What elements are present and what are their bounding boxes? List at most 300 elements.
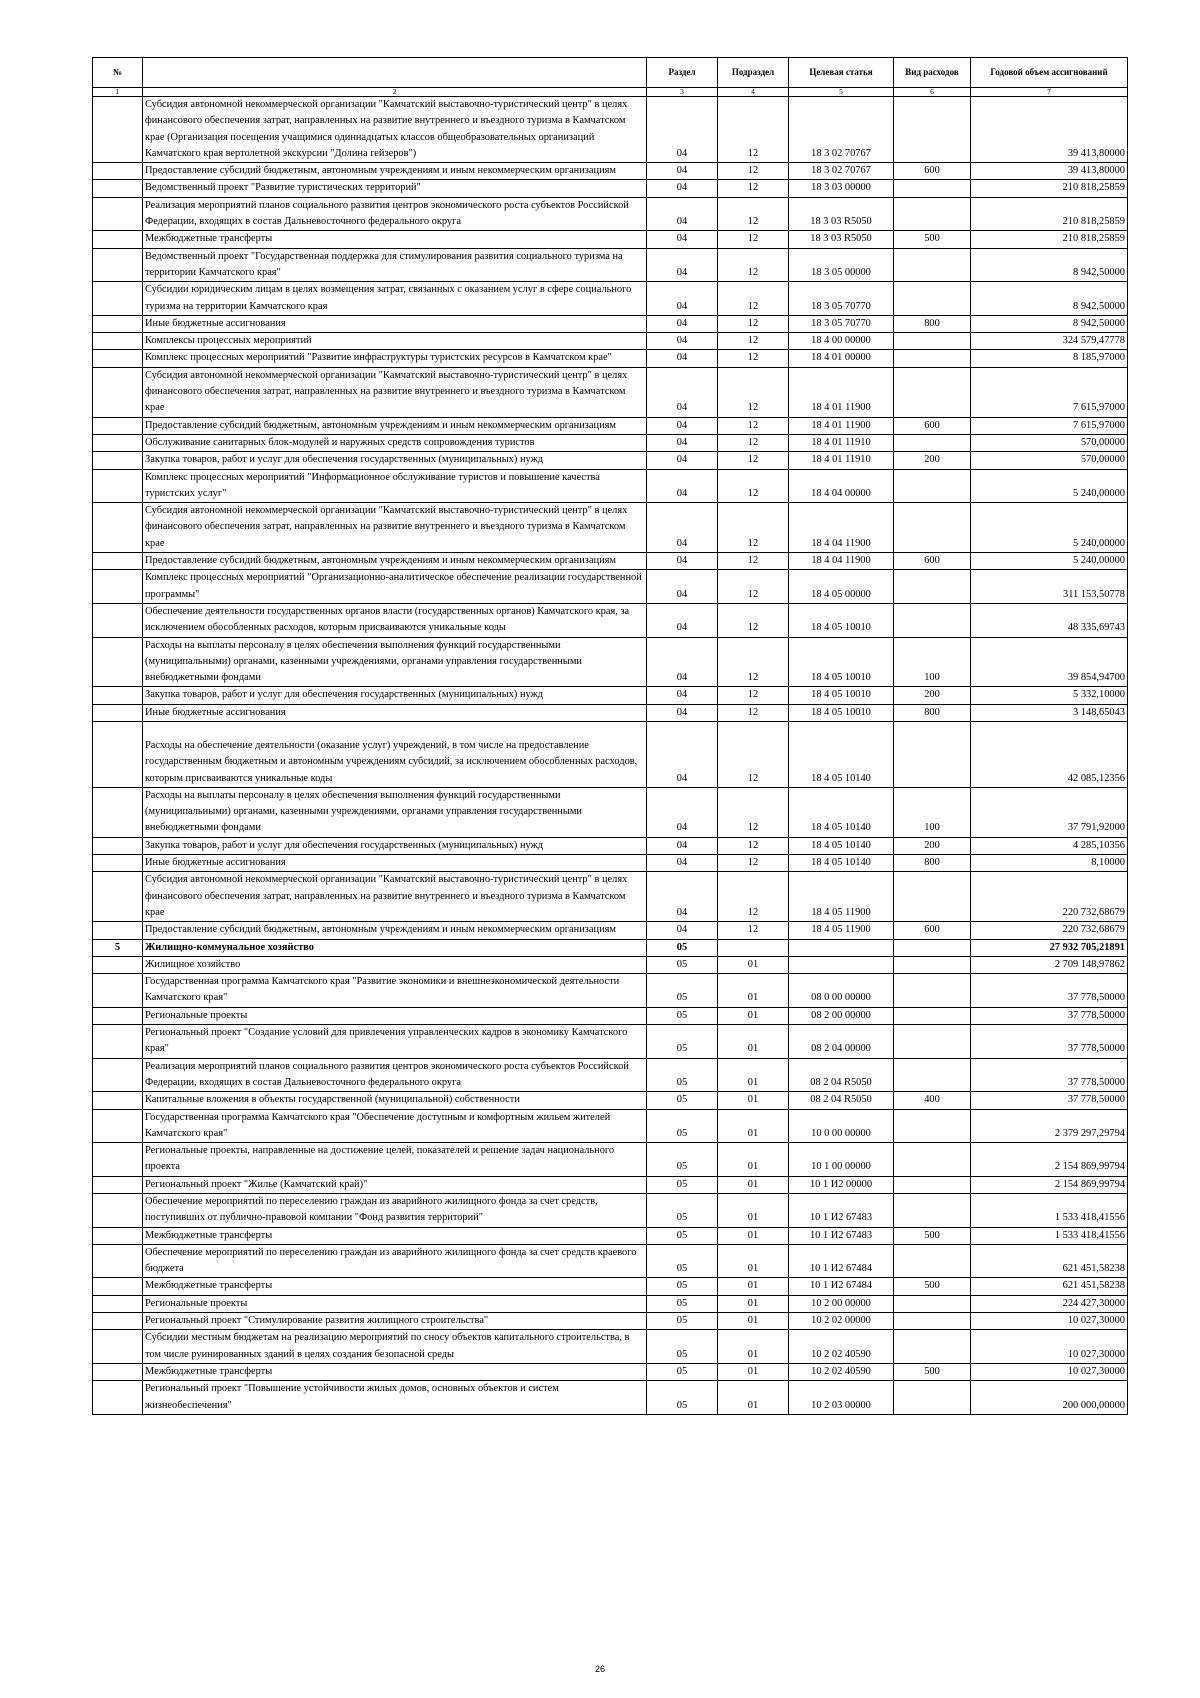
cell-vid xyxy=(894,872,971,922)
cell-podrazdel: 01 xyxy=(718,974,789,1008)
cell-razdel: 05 xyxy=(647,1092,718,1109)
cell-podrazdel: 01 xyxy=(718,1092,789,1109)
table-row xyxy=(93,97,1128,163)
cell-podrazdel: 12 xyxy=(718,837,789,854)
header-name xyxy=(143,58,647,88)
cell-number xyxy=(93,163,143,180)
cell-podrazdel: 01 xyxy=(718,1227,789,1244)
table-row xyxy=(93,1330,1128,1364)
cell-amount: 311 153,50778 xyxy=(971,570,1128,604)
cell-number xyxy=(93,872,143,922)
cell-vid xyxy=(894,1244,971,1278)
cell-statya: 18 4 05 10140 xyxy=(789,721,894,787)
cell-number xyxy=(93,315,143,332)
cell-number xyxy=(93,787,143,837)
cell-amount: 37 778,50000 xyxy=(971,1058,1128,1092)
header-razdel: Раздел xyxy=(647,58,718,88)
cell-razdel: 04 xyxy=(647,248,718,282)
cell-vid xyxy=(894,282,971,316)
cell-vid xyxy=(894,1313,971,1330)
cell-razdel: 04 xyxy=(647,721,718,787)
cell-vid xyxy=(894,503,971,553)
cell-razdel: 05 xyxy=(647,1025,718,1059)
cell-podrazdel: 12 xyxy=(718,282,789,316)
column-number: 2 xyxy=(143,88,647,97)
cell-number xyxy=(93,1092,143,1109)
cell-name: Иные бюджетные ассигнования xyxy=(143,704,647,721)
cell-name: Региональный проект "Повышение устойчивости жилых домов, основных объектов и систем жизнеобеспечения" xyxy=(143,1381,647,1415)
cell-name: Закупка товаров, работ и услуг для обеспечения государственных (муниципальных) нужд xyxy=(143,687,647,704)
cell-razdel: 04 xyxy=(647,434,718,451)
cell-name: Региональный проект "Жилье (Камчатский край)" xyxy=(143,1176,647,1193)
cell-statya: 18 4 05 10010 xyxy=(789,704,894,721)
cell-podrazdel: 12 xyxy=(718,787,789,837)
cell-amount: 2 154 869,99794 xyxy=(971,1143,1128,1177)
cell-amount: 8 942,50000 xyxy=(971,248,1128,282)
cell-razdel: 05 xyxy=(647,956,718,973)
cell-name: Субсидия автономной некоммерческой организации "Камчатский выставочно-туристический центр" в целях финансового обеспечения затрат, направленных на развитие внутреннего и въездного туризма в Камчатском крае (Организация посещения учащимися одиннадцатых классов общеобразовательных организаций Камчатского края вертолетной экскурсии "Долина гейзеров") xyxy=(143,97,647,163)
cell-razdel: 05 xyxy=(647,1007,718,1024)
cell-statya: 18 3 02 70767 xyxy=(789,97,894,163)
cell-podrazdel: 12 xyxy=(718,333,789,350)
cell-statya: 08 2 00 00000 xyxy=(789,1007,894,1024)
cell-razdel: 05 xyxy=(647,1278,718,1295)
cell-number xyxy=(93,837,143,854)
table-row xyxy=(93,603,1128,637)
cell-vid xyxy=(894,350,971,367)
cell-number xyxy=(93,1363,143,1380)
cell-razdel: 04 xyxy=(647,603,718,637)
cell-name: Жилищно-коммунальное хозяйство xyxy=(143,939,647,956)
cell-vid xyxy=(894,434,971,451)
table-row xyxy=(93,1058,1128,1092)
cell-razdel: 04 xyxy=(647,231,718,248)
cell-name: Предоставление субсидий бюджетным, автономным учреждениям и иным некоммерческим организациям xyxy=(143,417,647,434)
cell-amount: 324 579,47778 xyxy=(971,333,1128,350)
cell-vid xyxy=(894,1295,971,1312)
cell-name: Субсидии юридическим лицам в целях возмещения затрат, связанных с оказанием услуг в сфере социального туризма на территории Камчатского края xyxy=(143,282,647,316)
cell-vid: 200 xyxy=(894,687,971,704)
table-row xyxy=(93,939,1128,956)
cell-statya: 10 1 И2 67484 xyxy=(789,1244,894,1278)
table-row xyxy=(93,1363,1128,1380)
table-row xyxy=(93,553,1128,570)
cell-name: Расходы на выплаты персоналу в целях обеспечения выполнения функций государственными (муниципальными) органами, казенными учреждениями, органами управления государственными внебюджетными фондами xyxy=(143,637,647,687)
cell-number xyxy=(93,637,143,687)
table-row xyxy=(93,197,1128,231)
cell-podrazdel: 01 xyxy=(718,1007,789,1024)
cell-razdel: 05 xyxy=(647,1330,718,1364)
cell-name: Региональный проект "Создание условий для привлечения управленческих кадров в экономику Камчатского края" xyxy=(143,1025,647,1059)
cell-vid: 800 xyxy=(894,315,971,332)
cell-vid xyxy=(894,180,971,197)
cell-podrazdel: 01 xyxy=(718,956,789,973)
cell-number xyxy=(93,704,143,721)
cell-name: Комплексы процессных мероприятий xyxy=(143,333,647,350)
cell-vid: 200 xyxy=(894,837,971,854)
cell-number: 5 xyxy=(93,939,143,956)
table-row xyxy=(93,503,1128,553)
cell-statya: 18 4 01 00000 xyxy=(789,350,894,367)
cell-podrazdel: 12 xyxy=(718,367,789,417)
cell-name: Региональные проекты xyxy=(143,1007,647,1024)
cell-amount: 10 027,30000 xyxy=(971,1313,1128,1330)
cell-razdel: 04 xyxy=(647,333,718,350)
cell-number xyxy=(93,1058,143,1092)
cell-name: Комплекс процессных мероприятий "Информационное обслуживание туристов и повышение качества туристских услуг" xyxy=(143,469,647,503)
cell-vid: 400 xyxy=(894,1092,971,1109)
cell-vid xyxy=(894,1025,971,1059)
cell-amount: 10 027,30000 xyxy=(971,1363,1128,1380)
column-number: 6 xyxy=(894,88,971,97)
cell-vid: 600 xyxy=(894,163,971,180)
cell-amount: 37 778,50000 xyxy=(971,1092,1128,1109)
cell-razdel: 05 xyxy=(647,1295,718,1312)
cell-vid xyxy=(894,1007,971,1024)
table-row xyxy=(93,637,1128,687)
cell-statya: 18 4 05 11900 xyxy=(789,922,894,939)
cell-amount: 621 451,58238 xyxy=(971,1278,1128,1295)
cell-amount: 7 615,97000 xyxy=(971,367,1128,417)
cell-number xyxy=(93,1109,143,1143)
cell-vid: 600 xyxy=(894,553,971,570)
cell-amount: 220 732,68679 xyxy=(971,922,1128,939)
cell-vid: 600 xyxy=(894,922,971,939)
cell-amount: 48 335,69743 xyxy=(971,603,1128,637)
table-row xyxy=(93,163,1128,180)
table-row xyxy=(93,417,1128,434)
cell-razdel: 04 xyxy=(647,922,718,939)
cell-razdel: 04 xyxy=(647,469,718,503)
cell-name: Закупка товаров, работ и услуг для обеспечения государственных (муниципальных) нужд xyxy=(143,837,647,854)
cell-statya: 10 2 02 40590 xyxy=(789,1363,894,1380)
table-row xyxy=(93,1313,1128,1330)
cell-statya: 18 4 01 11900 xyxy=(789,417,894,434)
cell-vid xyxy=(894,1058,971,1092)
table-row xyxy=(93,1227,1128,1244)
cell-name: Комплекс процессных мероприятий "Организационно-аналитическое обеспечение реализации государственной программы" xyxy=(143,570,647,604)
cell-razdel: 04 xyxy=(647,180,718,197)
cell-podrazdel: 12 xyxy=(718,704,789,721)
cell-podrazdel: 12 xyxy=(718,603,789,637)
cell-amount: 2 709 148,97862 xyxy=(971,956,1128,973)
cell-razdel: 04 xyxy=(647,315,718,332)
cell-name: Обеспечение мероприятий по переселению граждан из аварийного жилищного фонда за счет средств краевого бюджета xyxy=(143,1244,647,1278)
table-row xyxy=(93,837,1128,854)
table-row xyxy=(93,350,1128,367)
table-row xyxy=(93,721,1128,787)
cell-podrazdel: 12 xyxy=(718,503,789,553)
cell-vid: 200 xyxy=(894,452,971,469)
table-row xyxy=(93,452,1128,469)
cell-statya: 18 4 01 11910 xyxy=(789,434,894,451)
cell-number xyxy=(93,469,143,503)
cell-amount: 37 778,50000 xyxy=(971,1007,1128,1024)
cell-podrazdel: 01 xyxy=(718,1363,789,1380)
cell-name: Межбюджетные трансферты xyxy=(143,1363,647,1380)
column-number: 5 xyxy=(789,88,894,97)
table-row xyxy=(93,248,1128,282)
cell-amount: 7 615,97000 xyxy=(971,417,1128,434)
cell-amount: 42 085,12356 xyxy=(971,721,1128,787)
cell-number xyxy=(93,1295,143,1312)
cell-number xyxy=(93,197,143,231)
cell-name: Обеспечение деятельности государственных органов власти (государственных органов) Камчатского края, за исключением обособленных расходов, которым присваиваются уникальные коды xyxy=(143,603,647,637)
cell-razdel: 04 xyxy=(647,367,718,417)
cell-podrazdel: 12 xyxy=(718,922,789,939)
cell-amount: 37 778,50000 xyxy=(971,974,1128,1008)
cell-number xyxy=(93,350,143,367)
cell-number xyxy=(93,1381,143,1415)
cell-podrazdel: 12 xyxy=(718,570,789,604)
cell-podrazdel: 12 xyxy=(718,197,789,231)
column-number: 1 xyxy=(93,88,143,97)
table-row xyxy=(93,956,1128,973)
cell-statya: 18 4 04 00000 xyxy=(789,469,894,503)
table-row xyxy=(93,282,1128,316)
cell-name: Иные бюджетные ассигнования xyxy=(143,315,647,332)
table-row xyxy=(93,570,1128,604)
cell-amount: 1 533 418,41556 xyxy=(971,1227,1128,1244)
table-row xyxy=(93,469,1128,503)
cell-razdel: 04 xyxy=(647,687,718,704)
cell-podrazdel: 12 xyxy=(718,434,789,451)
cell-podrazdel: 01 xyxy=(718,1025,789,1059)
cell-statya: 18 4 05 10140 xyxy=(789,787,894,837)
cell-number xyxy=(93,974,143,1008)
cell-podrazdel: 01 xyxy=(718,1278,789,1295)
cell-podrazdel: 01 xyxy=(718,1381,789,1415)
cell-statya: 10 2 02 00000 xyxy=(789,1313,894,1330)
cell-statya: 10 2 02 40590 xyxy=(789,1330,894,1364)
cell-number xyxy=(93,570,143,604)
cell-name: Ведомственный проект "Развитие туристических территорий" xyxy=(143,180,647,197)
cell-podrazdel: 12 xyxy=(718,350,789,367)
cell-vid: 100 xyxy=(894,637,971,687)
table-row xyxy=(93,1007,1128,1024)
table-row xyxy=(93,855,1128,872)
cell-vid xyxy=(894,197,971,231)
cell-amount: 8,10000 xyxy=(971,855,1128,872)
cell-statya: 08 0 00 00000 xyxy=(789,974,894,1008)
cell-number xyxy=(93,1194,143,1228)
cell-razdel: 05 xyxy=(647,1143,718,1177)
cell-number xyxy=(93,855,143,872)
cell-podrazdel: 01 xyxy=(718,1295,789,1312)
cell-vid: 800 xyxy=(894,704,971,721)
header-amount: Годовой объем ассигнований xyxy=(971,58,1128,88)
cell-podrazdel: 01 xyxy=(718,1330,789,1364)
cell-podrazdel: 01 xyxy=(718,1313,789,1330)
cell-statya: 18 4 00 00000 xyxy=(789,333,894,350)
cell-name: Реализация мероприятий планов социального развития центров экономического роста субъектов Российской Федерации, входящих в состав Дальневосточного федерального округа xyxy=(143,1058,647,1092)
table-row xyxy=(93,687,1128,704)
cell-vid xyxy=(894,1176,971,1193)
cell-vid xyxy=(894,367,971,417)
cell-vid xyxy=(894,1330,971,1364)
cell-name: Субсидии местным бюджетам на реализацию мероприятий по сносу объектов капитального строительства, в том числе руинированных зданий в целях создания безопасной среды xyxy=(143,1330,647,1364)
cell-name: Обеспечение мероприятий по переселению граждан из аварийного жилищного фонда за счет средств, поступивших от публично-правовой компании "Фонд развития территорий" xyxy=(143,1194,647,1228)
table-row xyxy=(93,1295,1128,1312)
cell-podrazdel: 01 xyxy=(718,1143,789,1177)
table-row xyxy=(93,1025,1128,1059)
cell-podrazdel: 01 xyxy=(718,1176,789,1193)
cell-amount: 10 027,30000 xyxy=(971,1330,1128,1364)
cell-statya: 18 3 02 70767 xyxy=(789,163,894,180)
cell-number xyxy=(93,417,143,434)
cell-amount: 570,00000 xyxy=(971,452,1128,469)
cell-razdel: 05 xyxy=(647,1109,718,1143)
cell-vid xyxy=(894,248,971,282)
cell-podrazdel: 01 xyxy=(718,1194,789,1228)
cell-amount: 210 818,25859 xyxy=(971,231,1128,248)
cell-number xyxy=(93,97,143,163)
cell-name: Государственная программа Камчатского края "Развитие экономики и внешнеэкономической деятельности Камчатского края" xyxy=(143,974,647,1008)
cell-podrazdel: 12 xyxy=(718,231,789,248)
cell-vid xyxy=(894,1194,971,1228)
cell-razdel: 05 xyxy=(647,1194,718,1228)
table-row xyxy=(93,922,1128,939)
cell-vid: 500 xyxy=(894,1363,971,1380)
cell-vid xyxy=(894,333,971,350)
cell-razdel: 04 xyxy=(647,855,718,872)
cell-razdel: 04 xyxy=(647,872,718,922)
cell-statya: 10 1 И2 00000 xyxy=(789,1176,894,1193)
cell-razdel: 05 xyxy=(647,939,718,956)
cell-razdel: 04 xyxy=(647,163,718,180)
cell-number xyxy=(93,1278,143,1295)
cell-vid xyxy=(894,570,971,604)
cell-statya: 18 4 04 11900 xyxy=(789,553,894,570)
cell-razdel: 04 xyxy=(647,417,718,434)
cell-podrazdel: 12 xyxy=(718,469,789,503)
table-body xyxy=(93,97,1128,1415)
cell-vid xyxy=(894,97,971,163)
table-row xyxy=(93,315,1128,332)
cell-name: Жилищное хозяйство xyxy=(143,956,647,973)
cell-amount: 1 533 418,41556 xyxy=(971,1194,1128,1228)
cell-name: Закупка товаров, работ и услуг для обеспечения государственных (муниципальных) нужд xyxy=(143,452,647,469)
cell-razdel: 05 xyxy=(647,1244,718,1278)
cell-number xyxy=(93,434,143,451)
cell-name: Межбюджетные трансферты xyxy=(143,1278,647,1295)
header-vid: Вид расходов xyxy=(894,58,971,88)
cell-name: Капитальные вложения в объекты государственной (муниципальной) собственности xyxy=(143,1092,647,1109)
cell-amount: 27 932 705,21891 xyxy=(971,939,1128,956)
table-row xyxy=(93,1381,1128,1415)
table-row xyxy=(93,1109,1128,1143)
cell-amount: 5 240,00000 xyxy=(971,469,1128,503)
cell-razdel: 05 xyxy=(647,974,718,1008)
cell-number xyxy=(93,721,143,787)
cell-podrazdel: 12 xyxy=(718,417,789,434)
cell-name: Расходы на выплаты персоналу в целях обеспечения выполнения функций государственными (муниципальными) органами, казенными учреждениями, органами управления государственными внебюджетными фондами xyxy=(143,787,647,837)
table-row xyxy=(93,787,1128,837)
cell-vid xyxy=(894,469,971,503)
cell-statya: 18 4 05 10010 xyxy=(789,603,894,637)
cell-name: Комплекс процессных мероприятий "Развитие инфраструктуры туристских ресурсов в Камчатском крае" xyxy=(143,350,647,367)
cell-podrazdel: 12 xyxy=(718,248,789,282)
cell-number xyxy=(93,1025,143,1059)
column-numbers-row xyxy=(93,88,1128,97)
cell-amount: 37 791,92000 xyxy=(971,787,1128,837)
cell-amount: 3 148,65043 xyxy=(971,704,1128,721)
cell-vid: 800 xyxy=(894,855,971,872)
cell-number xyxy=(93,1007,143,1024)
table-row xyxy=(93,231,1128,248)
cell-name: Реализация мероприятий планов социального развития центров экономического роста субъектов Российской Федерации, входящих в состав Дальневосточного федерального округа xyxy=(143,197,647,231)
cell-vid xyxy=(894,974,971,1008)
cell-razdel: 04 xyxy=(647,570,718,604)
cell-vid xyxy=(894,603,971,637)
cell-razdel: 05 xyxy=(647,1313,718,1330)
cell-podrazdel: 12 xyxy=(718,553,789,570)
cell-number xyxy=(93,1143,143,1177)
cell-statya: 10 1 И2 67483 xyxy=(789,1227,894,1244)
cell-number xyxy=(93,922,143,939)
cell-statya: 10 2 00 00000 xyxy=(789,1295,894,1312)
cell-razdel: 05 xyxy=(647,1058,718,1092)
cell-vid xyxy=(894,1143,971,1177)
table-row xyxy=(93,872,1128,922)
cell-razdel: 04 xyxy=(647,197,718,231)
cell-razdel: 05 xyxy=(647,1381,718,1415)
cell-number xyxy=(93,1330,143,1364)
cell-razdel: 04 xyxy=(647,837,718,854)
cell-number xyxy=(93,603,143,637)
cell-vid: 600 xyxy=(894,417,971,434)
cell-statya: 10 1 00 00000 xyxy=(789,1143,894,1177)
cell-number xyxy=(93,1176,143,1193)
cell-podrazdel: 12 xyxy=(718,452,789,469)
cell-number xyxy=(93,180,143,197)
table-row xyxy=(93,367,1128,417)
cell-podrazdel: 12 xyxy=(718,721,789,787)
cell-podrazdel: 12 xyxy=(718,163,789,180)
cell-name: Государственная программа Камчатского края "Обеспечение доступным и комфортным жильем жителей Камчатского края" xyxy=(143,1109,647,1143)
cell-amount: 220 732,68679 xyxy=(971,872,1128,922)
cell-amount: 2 154 869,99794 xyxy=(971,1176,1128,1193)
cell-amount: 5 240,00000 xyxy=(971,553,1128,570)
budget-table xyxy=(92,57,1128,1415)
cell-statya: 18 4 05 10140 xyxy=(789,855,894,872)
cell-amount: 5 240,00000 xyxy=(971,503,1128,553)
cell-razdel: 04 xyxy=(647,553,718,570)
cell-statya: 18 3 05 00000 xyxy=(789,248,894,282)
cell-amount: 200 000,00000 xyxy=(971,1381,1128,1415)
table-row xyxy=(93,1092,1128,1109)
cell-podrazdel: 12 xyxy=(718,315,789,332)
cell-name: Межбюджетные трансферты xyxy=(143,1227,647,1244)
cell-statya: 18 4 05 00000 xyxy=(789,570,894,604)
cell-vid: 500 xyxy=(894,231,971,248)
cell-vid: 500 xyxy=(894,1278,971,1295)
column-number: 3 xyxy=(647,88,718,97)
cell-razdel: 04 xyxy=(647,704,718,721)
cell-podrazdel: 12 xyxy=(718,855,789,872)
cell-razdel: 05 xyxy=(647,1363,718,1380)
cell-name: Межбюджетные трансферты xyxy=(143,231,647,248)
cell-statya: 18 4 01 11910 xyxy=(789,452,894,469)
cell-statya: 18 3 03 R5050 xyxy=(789,231,894,248)
header-podrazdel: Подраздел xyxy=(718,58,789,88)
cell-number xyxy=(93,231,143,248)
cell-number xyxy=(93,367,143,417)
cell-statya: 08 2 04 00000 xyxy=(789,1025,894,1059)
table-row xyxy=(93,974,1128,1008)
cell-number xyxy=(93,452,143,469)
cell-vid xyxy=(894,956,971,973)
